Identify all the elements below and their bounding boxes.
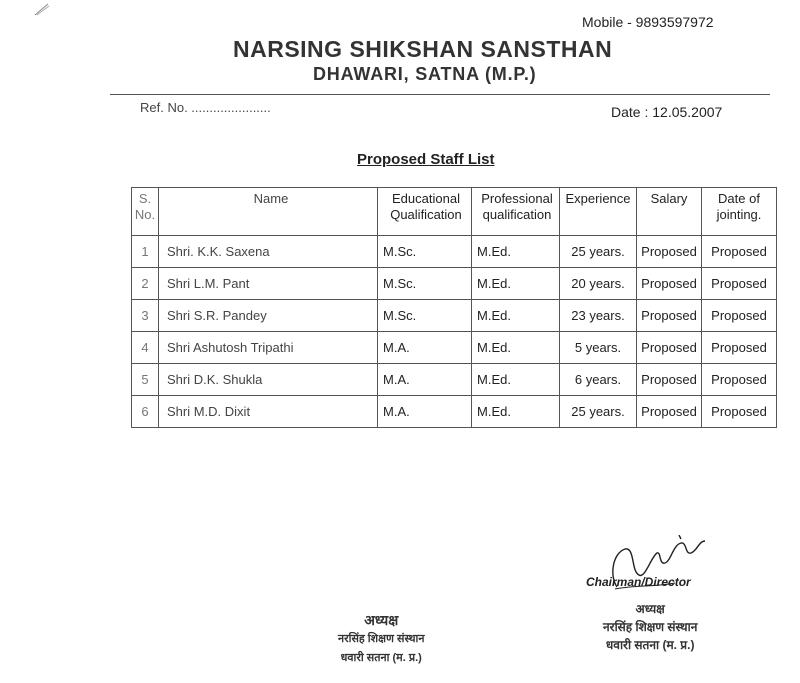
official-stamp-left [338,611,425,668]
cell-doj: Proposed [702,364,777,396]
organization-address: DHAWARI, SATNA (M.P.) [313,64,537,84]
mobile-number: Mobile - 9893597972 [582,14,714,30]
cell-doj: Proposed [702,332,777,364]
cell-prof: M.Ed. [472,396,560,428]
cell-salary: Proposed [637,396,702,428]
cell-sno: 1 [132,236,159,268]
staff-table [131,187,777,428]
cell-doj: Proposed [702,268,777,300]
cell-doj: Proposed [702,236,777,268]
cell-name: Shri M.D. Dixit [159,396,378,428]
table-row [132,332,777,364]
list-title: Proposed Staff List [357,151,495,168]
cell-exp: 25 years. [560,236,637,268]
cell-exp: 23 years. [560,300,637,332]
cell-exp: 20 years. [560,268,637,300]
stamp-right-line-3: धवारी सतना (म. प्र.) [605,638,695,652]
cell-name: Shri D.K. Shukla [159,364,378,396]
cell-sno: 6 [132,396,159,428]
cell-sno: 4 [132,332,159,364]
table-row [132,268,777,300]
cell-sno: 3 [132,300,159,332]
cell-sno: 2 [132,268,159,300]
stamp-right-line-1: अध्यक्ष [635,602,665,616]
cell-exp: 25 years. [560,396,637,428]
cell-name: Shri Ashutosh Tripathi [159,332,378,364]
cell-prof: M.Ed. [472,236,560,268]
table-row [132,300,777,332]
header-doj: Date of jointing. [702,188,777,236]
cell-salary: Proposed [637,268,702,300]
cell-exp: 5 years. [560,332,637,364]
cell-prof: M.Ed. [472,268,560,300]
header-salary: Salary [637,188,702,236]
cell-edu: M.Sc. [378,300,472,332]
cell-salary: Proposed [637,236,702,268]
cell-edu: M.Sc. [378,268,472,300]
header-name: Name [159,188,378,236]
official-stamp-right [603,600,697,654]
cell-name: Shri. K.K. Saxena [159,236,378,268]
cell-name: Shri S.R. Pandey [159,300,378,332]
cell-prof: M.Ed. [472,332,560,364]
cell-name: Shri L.M. Pant [159,268,378,300]
header-divider [110,94,770,95]
cell-doj: Proposed [702,396,777,428]
chairman-designation: Chairman/Director [586,575,691,589]
cell-prof: M.Ed. [472,300,560,332]
document-date: Date : 12.05.2007 [611,104,723,120]
cell-salary: Proposed [637,332,702,364]
table-row [132,236,777,268]
pen-mark-icon [34,2,50,16]
header-sno: S. No. [132,188,159,236]
cell-sno: 5 [132,364,159,396]
cell-exp: 6 years. [560,364,637,396]
cell-edu: M.A. [378,332,472,364]
cell-salary: Proposed [637,300,702,332]
stamp-left-line-1: अध्यक्ष [364,612,399,628]
table-header-row [132,188,777,236]
table-row [132,364,777,396]
header-exp: Experience [560,188,637,236]
cell-salary: Proposed [637,364,702,396]
cell-edu: M.A. [378,364,472,396]
reference-number: Ref. No. ...................... [140,100,271,115]
stamp-left-line-3: धवारी सतना (म. प्र.) [340,652,422,664]
cell-doj: Proposed [702,300,777,332]
header-edu: Educational Qualification [378,188,472,236]
stamp-left-line-2: नरसिंह शिक्षण संस्थान [338,633,425,645]
cell-edu: M.Sc. [378,236,472,268]
stamp-right-line-2: नरसिंह शिक्षण संस्थान [603,620,698,634]
organization-name: NARSING SHIKSHAN SANSTHAN [233,36,613,62]
cell-edu: M.A. [378,396,472,428]
table-row [132,396,777,428]
cell-prof: M.Ed. [472,364,560,396]
header-prof: Professional qualification [472,188,560,236]
